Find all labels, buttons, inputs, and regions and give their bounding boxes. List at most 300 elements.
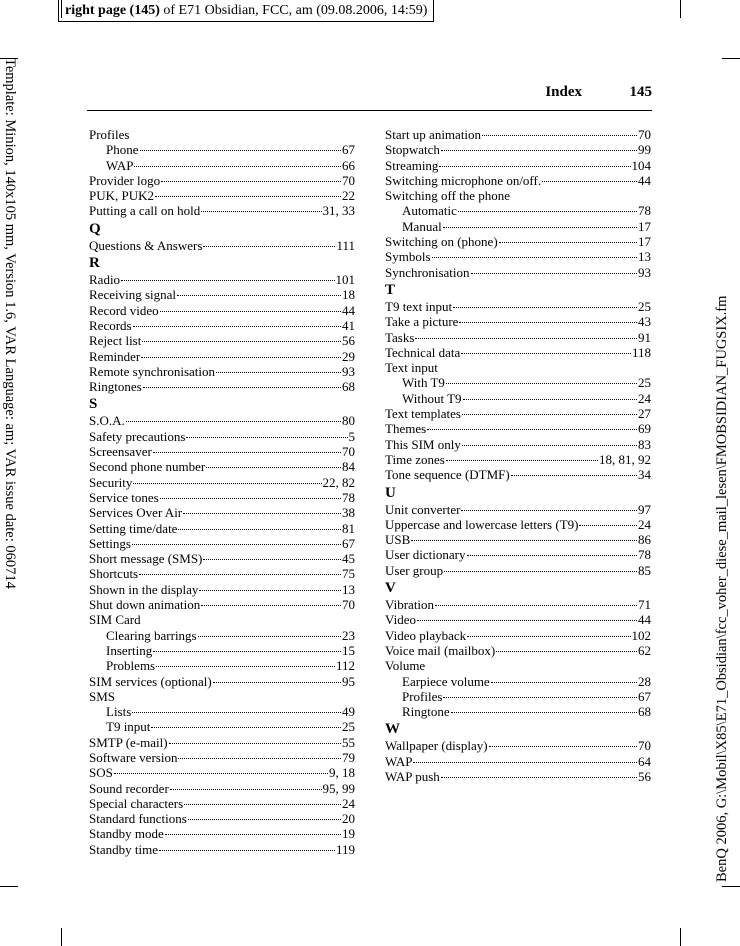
dot-leader bbox=[155, 196, 341, 197]
entry-term: Tone sequence (DTMF) bbox=[385, 467, 510, 483]
entry-page-ref: 19 bbox=[342, 826, 355, 842]
entry-page-ref: 25 bbox=[638, 375, 651, 391]
dot-leader bbox=[441, 777, 637, 778]
entry-term: Remote synchronisation bbox=[89, 363, 216, 379]
entry-term: With T9 bbox=[402, 375, 445, 391]
index-entry bbox=[89, 475, 355, 490]
index-subentry bbox=[385, 375, 651, 390]
template-info: Template: Minion, 140x105 mm, Version 1.6, VAR Language: am; VAR issue date: 060714 bbox=[2, 58, 18, 589]
dot-leader bbox=[160, 311, 341, 312]
dot-leader bbox=[451, 712, 637, 713]
index-entry bbox=[89, 551, 355, 566]
index-entry bbox=[89, 674, 355, 689]
entry-page-ref: 70 bbox=[342, 597, 355, 613]
index-entry bbox=[385, 738, 651, 753]
index-entry bbox=[385, 345, 651, 360]
index-entry bbox=[89, 349, 355, 364]
entry-page-ref: 64 bbox=[638, 753, 651, 769]
index-subentry bbox=[89, 704, 355, 719]
dot-leader bbox=[121, 280, 334, 281]
crop-mark bbox=[61, 928, 62, 946]
index-entry bbox=[89, 536, 355, 551]
index-entry bbox=[89, 796, 355, 811]
index-entry bbox=[89, 490, 355, 505]
dot-leader bbox=[170, 789, 322, 790]
entry-term: Volume bbox=[385, 658, 426, 674]
entry-page-ref: 41 bbox=[342, 317, 355, 333]
entry-page-ref: 5 bbox=[348, 428, 355, 444]
entry-term: Switching on (phone) bbox=[385, 234, 498, 250]
entry-page-ref: 95, 99 bbox=[322, 780, 355, 796]
index-subentry bbox=[385, 689, 651, 704]
index-entry bbox=[385, 437, 651, 452]
entry-page-ref: 70 bbox=[638, 127, 651, 142]
dot-leader bbox=[156, 666, 335, 667]
index-subentry bbox=[89, 643, 355, 658]
dot-leader bbox=[203, 246, 335, 247]
dot-leader bbox=[459, 322, 637, 323]
dot-leader bbox=[415, 338, 637, 339]
entry-term: Shut down animation bbox=[89, 597, 201, 613]
index-entry bbox=[385, 452, 651, 467]
entry-term: T9 text input bbox=[385, 298, 453, 314]
entry-term: Video bbox=[385, 612, 416, 628]
entry-term: Profiles bbox=[402, 688, 443, 704]
dot-leader bbox=[184, 804, 341, 805]
entry-page-ref: 101 bbox=[335, 272, 355, 288]
dot-leader bbox=[206, 467, 341, 468]
dot-leader bbox=[441, 150, 637, 151]
entry-page-ref: 86 bbox=[638, 532, 651, 548]
entry-term: Manual bbox=[402, 218, 442, 234]
entry-page-ref: 93 bbox=[342, 363, 355, 379]
entry-page-ref: 56 bbox=[638, 768, 651, 784]
index-entry bbox=[89, 597, 355, 612]
entry-page-ref: 85 bbox=[638, 562, 651, 578]
dot-leader bbox=[439, 166, 630, 167]
entry-page-ref: 22 bbox=[342, 188, 355, 204]
entry-term: Take a picture bbox=[385, 314, 459, 330]
index-entry bbox=[89, 238, 355, 253]
entry-term: Inserting bbox=[106, 642, 153, 658]
entry-page-ref: 111 bbox=[336, 237, 355, 253]
dot-leader bbox=[151, 727, 341, 728]
index-entry bbox=[89, 303, 355, 318]
index-letter-heading: V bbox=[385, 580, 396, 597]
entry-page-ref: 17 bbox=[638, 234, 651, 250]
entry-page-ref: 67 bbox=[342, 142, 355, 158]
entry-term: Video playback bbox=[385, 627, 467, 643]
entry-page-ref: 25 bbox=[638, 298, 651, 314]
entry-page-ref: 99 bbox=[638, 142, 651, 158]
index-entry bbox=[385, 265, 651, 280]
index-entry bbox=[385, 597, 651, 612]
dot-leader bbox=[201, 605, 341, 606]
index-entry bbox=[385, 234, 651, 249]
entry-page-ref: 23 bbox=[342, 627, 355, 643]
entry-term: Lists bbox=[106, 704, 132, 720]
entry-page-ref: 75 bbox=[342, 566, 355, 582]
entry-term: Software version bbox=[89, 749, 178, 765]
entry-page-ref: 67 bbox=[638, 688, 651, 704]
entry-page-ref: 71 bbox=[638, 597, 651, 613]
entry-page-ref: 69 bbox=[638, 421, 651, 437]
entry-page-ref: 24 bbox=[342, 795, 355, 811]
entry-page-ref: 45 bbox=[342, 551, 355, 567]
crop-mark bbox=[680, 928, 681, 946]
entry-page-ref: 78 bbox=[638, 547, 651, 563]
dot-leader bbox=[178, 529, 341, 530]
entry-page-ref: 9, 18 bbox=[329, 765, 355, 781]
entry-term: Questions & Answers bbox=[89, 237, 203, 253]
dot-leader bbox=[496, 651, 637, 652]
index-subentry bbox=[385, 203, 651, 218]
entry-term: Tasks bbox=[385, 329, 415, 345]
entry-term: Standby time bbox=[89, 841, 158, 857]
entry-term: Ringtone bbox=[402, 704, 450, 720]
dot-leader bbox=[467, 555, 637, 556]
index-entry bbox=[385, 158, 651, 173]
index-entry bbox=[385, 142, 651, 157]
dot-leader bbox=[169, 743, 341, 744]
entry-term: Switching off the phone bbox=[385, 188, 511, 204]
entry-page-ref: 31, 33 bbox=[322, 203, 355, 219]
dot-leader bbox=[413, 762, 637, 763]
entry-page-ref: 20 bbox=[342, 811, 355, 827]
entry-term: Putting a call on hold bbox=[89, 203, 201, 219]
index-column-left bbox=[89, 127, 355, 857]
index-entry bbox=[385, 563, 651, 578]
dot-leader bbox=[177, 295, 341, 296]
header-title: Index bbox=[545, 84, 582, 100]
entry-term: Reminder bbox=[89, 348, 141, 364]
entry-term: Standby mode bbox=[89, 826, 164, 842]
dot-leader bbox=[139, 574, 341, 575]
entry-page-ref: 95 bbox=[342, 673, 355, 689]
index-column-right bbox=[385, 127, 651, 784]
index-entry bbox=[89, 444, 355, 459]
entry-term: Profiles bbox=[89, 127, 130, 142]
entry-term: Special characters bbox=[89, 795, 184, 811]
index-entry bbox=[385, 406, 651, 421]
entry-page-ref: 55 bbox=[342, 734, 355, 750]
dot-leader bbox=[153, 452, 341, 453]
index-letter-heading: R bbox=[89, 255, 100, 272]
index-entry bbox=[89, 127, 355, 142]
dot-leader bbox=[132, 544, 341, 545]
index-entry bbox=[89, 188, 355, 203]
index-entry bbox=[385, 299, 651, 314]
entry-term: Symbols bbox=[385, 249, 431, 265]
entry-term: Text templates bbox=[385, 406, 461, 422]
entry-term: Switching microphone on/off. bbox=[385, 172, 542, 188]
entry-page-ref: 24 bbox=[638, 390, 651, 406]
dot-leader bbox=[467, 636, 630, 637]
dot-leader bbox=[201, 211, 321, 212]
entry-page-ref: 83 bbox=[638, 436, 651, 452]
entry-term: Text input bbox=[385, 360, 438, 376]
dot-leader bbox=[160, 498, 341, 499]
dot-leader bbox=[134, 166, 341, 167]
dot-leader bbox=[143, 387, 341, 388]
index-subentry bbox=[89, 719, 355, 734]
entry-page-ref: 81 bbox=[342, 520, 355, 536]
entry-term: SIM services (optional) bbox=[89, 673, 212, 689]
file-path-info: BenQ 2006, G:\Mobil\X85\E71_Obsidian\fcc_voher_diese_mail_lesen\FMOBSIDIAN_FUGSIX.fm bbox=[714, 295, 730, 882]
entry-page-ref: 38 bbox=[342, 505, 355, 521]
index-entry bbox=[385, 467, 651, 482]
entry-page-ref: 67 bbox=[342, 535, 355, 551]
entry-term: Streaming bbox=[385, 157, 439, 173]
index-entry bbox=[385, 628, 651, 643]
dot-leader bbox=[186, 437, 347, 438]
dot-leader bbox=[446, 460, 598, 461]
page-header bbox=[87, 84, 652, 111]
dot-leader bbox=[142, 341, 341, 342]
entry-term: Clearing barrings bbox=[106, 627, 197, 643]
index-letter-heading: Q bbox=[89, 220, 101, 237]
entry-term: WAP bbox=[385, 753, 413, 769]
crop-mark bbox=[722, 886, 740, 887]
entry-page-ref: 44 bbox=[342, 302, 355, 318]
dot-leader bbox=[462, 445, 637, 446]
entry-term: Setting time/date bbox=[89, 520, 178, 536]
entry-page-ref: 44 bbox=[638, 172, 651, 188]
entry-term: Settings bbox=[89, 535, 131, 551]
dot-leader bbox=[432, 257, 637, 258]
entry-page-ref: 118 bbox=[631, 344, 651, 360]
entry-page-ref: 22, 82 bbox=[322, 474, 355, 490]
dot-leader bbox=[443, 697, 637, 698]
entry-page-ref: 49 bbox=[342, 704, 355, 720]
entry-term: PUK, PUK2 bbox=[89, 188, 155, 204]
index-entry bbox=[89, 379, 355, 394]
entry-term: Short message (SMS) bbox=[89, 551, 203, 567]
index-entry bbox=[385, 330, 651, 345]
index-entry bbox=[385, 502, 651, 517]
entry-page-ref: 29 bbox=[342, 348, 355, 364]
index-entry bbox=[385, 643, 651, 658]
index-entry bbox=[385, 360, 651, 375]
entry-page-ref: 18 bbox=[342, 287, 355, 303]
entry-page-ref: 13 bbox=[638, 249, 651, 265]
entry-term: Records bbox=[89, 317, 132, 333]
index-entry bbox=[89, 811, 355, 826]
dot-leader bbox=[489, 746, 637, 747]
entry-page-ref: 34 bbox=[638, 467, 651, 483]
entry-term: Safety precautions bbox=[89, 428, 186, 444]
dot-leader bbox=[199, 590, 341, 591]
entry-term: Shortcuts bbox=[89, 566, 139, 582]
dot-leader bbox=[133, 326, 341, 327]
dot-leader bbox=[161, 181, 341, 182]
index-entry bbox=[89, 413, 355, 428]
entry-term: Ringtones bbox=[89, 379, 142, 395]
index-entry bbox=[89, 333, 355, 348]
entry-page-ref: 25 bbox=[342, 719, 355, 735]
entry-page-ref: 97 bbox=[638, 501, 651, 517]
entry-page-ref: 112 bbox=[335, 658, 355, 674]
dot-leader bbox=[482, 135, 637, 136]
dot-leader bbox=[183, 513, 341, 514]
index-entry bbox=[385, 173, 651, 188]
index-entry bbox=[385, 188, 651, 203]
index-entry bbox=[89, 521, 355, 536]
index-entry bbox=[385, 658, 651, 673]
entry-term: Wallpaper (display) bbox=[385, 738, 488, 754]
index-entry bbox=[89, 582, 355, 597]
dot-leader bbox=[133, 483, 321, 484]
dot-leader bbox=[453, 307, 637, 308]
entry-term: Stopwatch bbox=[385, 142, 440, 158]
dot-leader bbox=[203, 559, 341, 560]
dot-leader bbox=[213, 682, 341, 683]
header-page-number: 145 bbox=[629, 84, 652, 100]
entry-term: Themes bbox=[385, 421, 427, 437]
index-entry bbox=[89, 318, 355, 333]
index-subentry bbox=[385, 674, 651, 689]
entry-term: SOS bbox=[89, 765, 113, 781]
index-entry bbox=[89, 272, 355, 287]
entry-term: SMTP (e-mail) bbox=[89, 734, 168, 750]
index-entry bbox=[385, 421, 651, 436]
entry-page-ref: 68 bbox=[638, 704, 651, 720]
index-subentry bbox=[89, 628, 355, 643]
index-subentry bbox=[89, 158, 355, 173]
dot-leader bbox=[461, 353, 631, 354]
entry-page-ref: 27 bbox=[638, 406, 651, 422]
crop-mark bbox=[680, 0, 681, 18]
dot-leader bbox=[114, 773, 328, 774]
entry-term: Phone bbox=[106, 142, 139, 158]
index-entry bbox=[89, 566, 355, 581]
entry-term: Without T9 bbox=[402, 390, 462, 406]
dot-leader bbox=[178, 758, 341, 759]
index-letter-heading: U bbox=[385, 484, 396, 501]
dot-leader bbox=[579, 525, 637, 526]
entry-page-ref: 68 bbox=[342, 379, 355, 395]
entry-page-ref: 104 bbox=[631, 157, 651, 173]
index-entry bbox=[89, 364, 355, 379]
entry-term: Uppercase and lowercase letters (T9) bbox=[385, 516, 579, 532]
dot-leader bbox=[132, 712, 341, 713]
entry-page-ref: 93 bbox=[638, 264, 651, 280]
index-entry bbox=[89, 429, 355, 444]
entry-term: Sound recorder bbox=[89, 780, 169, 796]
dot-leader bbox=[471, 273, 638, 274]
index-entry bbox=[89, 826, 355, 841]
dot-leader bbox=[153, 651, 341, 652]
dot-leader bbox=[435, 605, 637, 606]
index-letter-heading: S bbox=[89, 396, 98, 413]
entry-term: Synchronisation bbox=[385, 264, 470, 280]
dot-leader bbox=[461, 510, 637, 511]
entry-term: T9 input bbox=[106, 719, 151, 735]
entry-term: Second phone number bbox=[89, 459, 206, 475]
index-entry bbox=[89, 612, 355, 627]
entry-page-ref: 70 bbox=[342, 172, 355, 188]
entry-page-ref: 17 bbox=[638, 218, 651, 234]
dot-leader bbox=[427, 429, 637, 430]
entry-term: User group bbox=[385, 562, 444, 578]
dot-leader bbox=[499, 242, 637, 243]
index-entry bbox=[385, 532, 651, 547]
index-entry bbox=[89, 505, 355, 520]
index-entry bbox=[385, 314, 651, 329]
dot-leader bbox=[165, 834, 341, 835]
entry-term: This SIM only bbox=[385, 436, 461, 452]
entry-term: Time zones bbox=[385, 451, 445, 467]
index-entry bbox=[385, 754, 651, 769]
entry-term: Services Over Air bbox=[89, 505, 183, 521]
entry-term: Earpiece volume bbox=[402, 673, 490, 689]
crop-mark bbox=[0, 886, 18, 887]
index-letter-heading: W bbox=[385, 721, 400, 738]
dot-leader bbox=[216, 372, 341, 373]
entry-page-ref: 62 bbox=[638, 642, 651, 658]
entry-page-ref: 15 bbox=[342, 642, 355, 658]
index-entry bbox=[89, 689, 355, 704]
entry-term: Record video bbox=[89, 302, 159, 318]
dot-leader bbox=[188, 819, 341, 820]
entry-term: USB bbox=[385, 532, 411, 548]
index-entry bbox=[89, 765, 355, 780]
entry-page-ref: 18, 81, 92 bbox=[599, 451, 651, 467]
entry-page-ref: 91 bbox=[638, 329, 651, 345]
index-entry bbox=[385, 769, 651, 784]
dot-leader bbox=[140, 150, 342, 151]
entry-page-ref: 13 bbox=[342, 581, 355, 597]
dot-leader bbox=[491, 682, 637, 683]
entry-term: Problems bbox=[106, 658, 156, 674]
index-entry bbox=[385, 612, 651, 627]
dot-leader bbox=[198, 636, 341, 637]
entry-page-ref: 44 bbox=[638, 612, 651, 628]
entry-term: Automatic bbox=[402, 203, 457, 219]
dot-leader bbox=[411, 540, 637, 541]
index-entry bbox=[89, 750, 355, 765]
index-entry bbox=[385, 249, 651, 264]
index-entry bbox=[89, 173, 355, 188]
index-subentry bbox=[385, 704, 651, 719]
entry-term: S.O.A. bbox=[89, 413, 125, 429]
entry-term: WAP push bbox=[385, 768, 440, 784]
entry-term: SIM Card bbox=[89, 612, 141, 628]
entry-term: User dictionary bbox=[385, 547, 466, 563]
index-entry bbox=[89, 781, 355, 796]
entry-page-ref: 119 bbox=[335, 841, 355, 857]
index-entry bbox=[89, 287, 355, 302]
dot-leader bbox=[141, 357, 341, 358]
page-info-label bbox=[58, 0, 434, 22]
dot-leader bbox=[126, 421, 341, 422]
dot-leader bbox=[458, 211, 637, 212]
dot-leader bbox=[446, 383, 637, 384]
entry-term: WAP bbox=[106, 157, 134, 173]
entry-term: SMS bbox=[89, 688, 116, 704]
entry-term: Service tones bbox=[89, 489, 159, 505]
entry-term: Start up animation bbox=[385, 127, 482, 142]
index-subentry bbox=[385, 391, 651, 406]
entry-page-ref: 56 bbox=[342, 333, 355, 349]
index-subentry bbox=[89, 658, 355, 673]
dot-leader bbox=[443, 227, 637, 228]
entry-term: Receiving signal bbox=[89, 287, 177, 303]
entry-term: Provider logo bbox=[89, 172, 161, 188]
index-entry bbox=[89, 459, 355, 474]
entry-page-ref: 70 bbox=[638, 738, 651, 754]
dot-leader bbox=[444, 571, 637, 572]
